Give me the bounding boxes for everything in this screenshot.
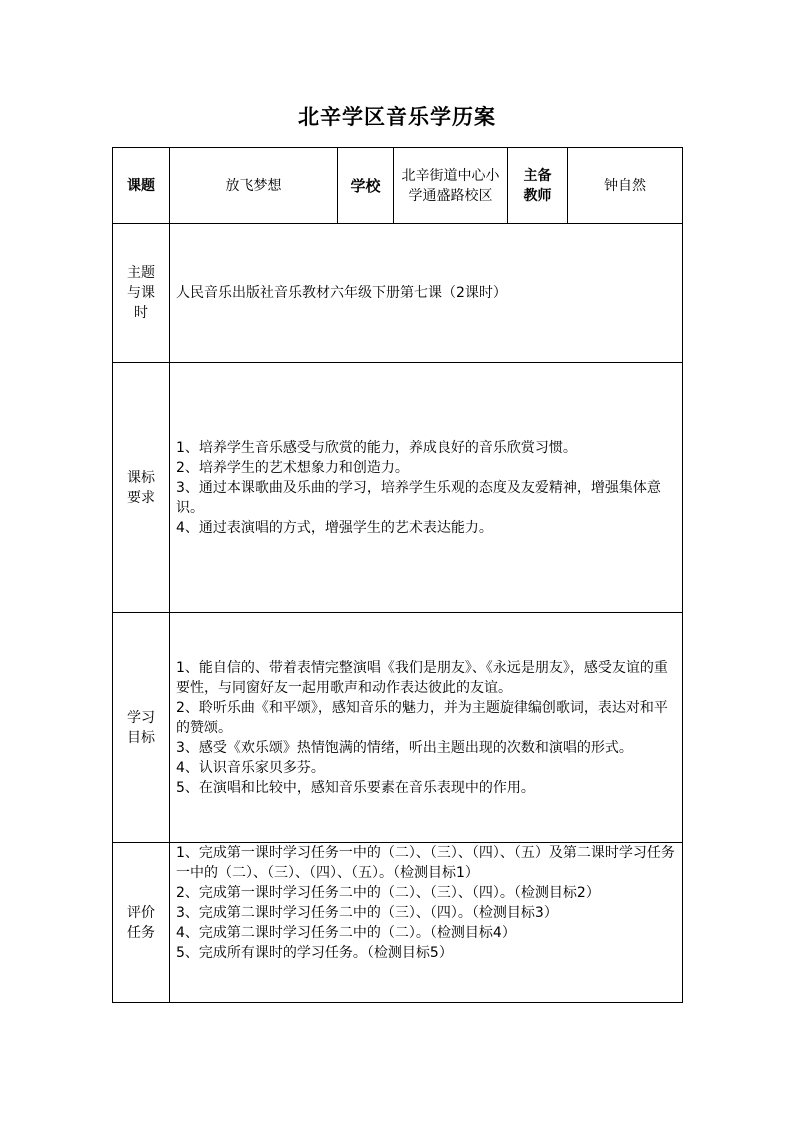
theme-label-line1: 主题 [127, 265, 155, 281]
evaluation-item: 1、完成第一课时学习任务一中的（二）、（三）、（四）、（五）及第二课时学习任务一中的（二）、（三）、（四）、（五）。（检测目标1） [176, 845, 675, 881]
goals-item: 1、能自信的、带着表情完整演唱《我们是朋友》、《永远是朋友》，感受友谊的重要性，与同窗好友一起用歌声和动作表达彼此的友谊。 [176, 659, 668, 696]
theme-label-line2: 与课 [127, 285, 155, 301]
standards-label-line2: 要求 [127, 489, 155, 506]
page-title: 北辛学区音乐学历案 [298, 105, 496, 129]
goals-content [170, 613, 683, 843]
evaluation-item: 2、完成第一课时学习任务二中的（二）、（三）、（四）。（检测目标2） [176, 885, 600, 901]
standards-row [113, 363, 683, 613]
goals-item: 5、在演唱和比较中，感知音乐要素在音乐表现中的作用。 [176, 779, 535, 796]
goals-row [113, 613, 683, 843]
standards-content [170, 363, 683, 613]
lesson-plan-table [112, 147, 683, 1003]
evaluation-label-line2: 任务 [127, 924, 155, 941]
theme-row [113, 224, 683, 363]
goals-label-line1: 学习 [127, 709, 155, 726]
evaluation-row [113, 843, 683, 1003]
goals-label [113, 613, 170, 843]
school-value [394, 148, 508, 224]
school-value-line1: 北辛街道中心小 [401, 167, 500, 184]
header-row [113, 148, 683, 224]
theme-content: 人民音乐出版社音乐教材六年级下册第七课（2课时） [170, 224, 683, 363]
teacher-label-line2: 教师 [523, 187, 552, 204]
standards-label-line1: 课标 [127, 469, 155, 486]
evaluation-label-line1: 评价 [127, 904, 155, 921]
evaluation-content [170, 843, 683, 1003]
standards-item: 2、培养学生的艺术想象力和创造力。 [176, 459, 409, 476]
teacher-value: 钟自然 [568, 148, 683, 224]
evaluation-item: 3、完成第二课时学习任务二中的（三）、（四）。（检测目标3） [176, 905, 558, 921]
standards-item: 1、培养学生音乐感受与欣赏的能力，养成良好的音乐欣赏习惯。 [176, 439, 577, 456]
school-label: 学校 [338, 148, 394, 224]
evaluation-label [113, 843, 170, 1003]
theme-label [113, 224, 170, 363]
school-value-line2: 学通盛路校区 [408, 187, 493, 204]
standards-item: 4、通过表演唱的方式，增强学生的艺术表达能力。 [176, 519, 493, 536]
teacher-label-line1: 主备 [523, 167, 552, 184]
goals-item: 3、感受《欢乐颂》热情饱满的情绪，听出主题出现的次数和演唱的形式。 [176, 739, 633, 756]
theme-label-line3: 时 [134, 305, 148, 321]
standards-label [113, 363, 170, 613]
topic-value: 放飞梦想 [170, 148, 338, 224]
standards-item: 3、通过本课歌曲及乐曲的学习，培养学生乐观的态度及友爱精神，增强集体意识。 [176, 479, 661, 516]
goals-label-line2: 目标 [127, 729, 155, 746]
topic-label: 课题 [113, 148, 170, 224]
goals-item: 2、聆听乐曲《和平颂》，感知音乐的魅力，并为主题旋律编创歌词，表达对和平的赞颂。 [176, 699, 668, 736]
teacher-label [508, 148, 568, 224]
evaluation-item: 5、完成所有课时的学习任务。（检测目标5） [176, 945, 453, 961]
goals-item: 4、认识音乐家贝多芬。 [176, 759, 325, 776]
evaluation-item: 4、完成第二课时学习任务二中的（二）。（检测目标4） [176, 925, 516, 941]
